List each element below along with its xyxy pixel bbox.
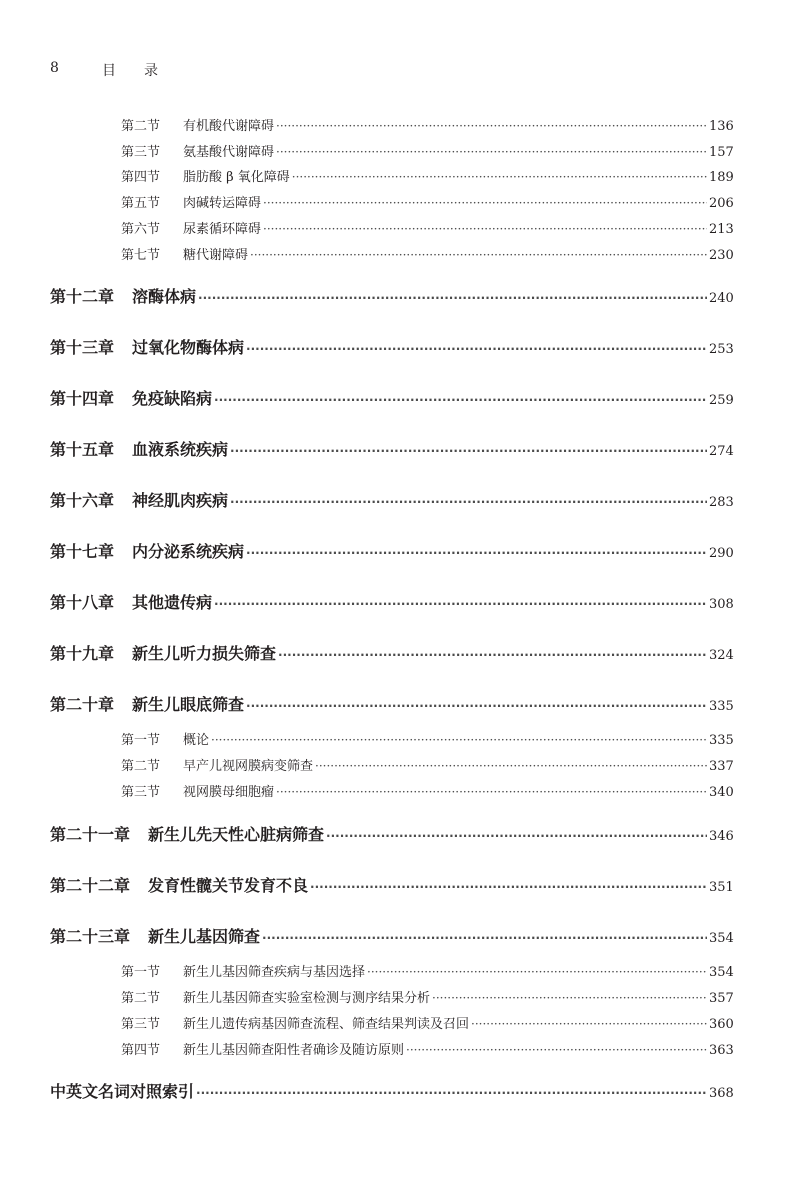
toc-chapter-entry[interactable] xyxy=(0,692,800,716)
chapter-title: 内分泌系统疾病 xyxy=(132,542,245,561)
page-number-ref: 335 xyxy=(709,733,734,748)
toc-chapter-entry[interactable] xyxy=(0,539,800,563)
toc-chapter-entry[interactable] xyxy=(0,386,800,410)
dot-leader xyxy=(262,932,707,944)
chapter-title: 新生儿听力损失筛查 xyxy=(132,644,277,663)
toc-chapter-entry[interactable] xyxy=(0,590,800,614)
section-title: 新生儿基因筛查实验室检测与测序结果分析 xyxy=(183,991,431,1006)
toc-section-entry[interactable] xyxy=(0,987,800,1007)
page-number-ref: 357 xyxy=(709,991,734,1006)
chapter-title: 溶酶体病 xyxy=(132,287,197,306)
page-number-ref: 324 xyxy=(709,648,734,663)
toc-section-entry[interactable] xyxy=(0,1039,800,1059)
index-title: 中英文名词对照索引 xyxy=(50,1082,195,1101)
page-number-ref: 274 xyxy=(709,444,734,459)
section-number: 第四节 xyxy=(121,1043,161,1058)
toc-chapter-entry[interactable] xyxy=(0,641,800,665)
chapter-number: 第十九章 xyxy=(50,644,115,663)
dot-leader xyxy=(432,992,707,1004)
page-number-ref: 206 xyxy=(709,196,734,211)
section-number: 第二节 xyxy=(121,759,161,774)
toc-chapter-entry[interactable] xyxy=(0,284,800,308)
page-number-ref: 335 xyxy=(709,699,734,714)
dot-leader xyxy=(263,223,707,235)
section-number: 第三节 xyxy=(121,785,161,800)
toc-section-entry[interactable] xyxy=(0,961,800,981)
dot-leader xyxy=(310,881,707,893)
page-number: 8 xyxy=(50,60,59,76)
chapter-number: 第十七章 xyxy=(50,542,115,561)
page-number-ref: 189 xyxy=(709,170,734,185)
chapter-title: 其他遗传病 xyxy=(132,593,213,612)
toc-index-entry[interactable] xyxy=(0,1079,800,1103)
section-number: 第一节 xyxy=(121,965,161,980)
section-number: 第一节 xyxy=(121,733,161,748)
dot-leader xyxy=(276,786,707,798)
page-number-ref: 136 xyxy=(709,119,734,134)
chapter-number: 第二十三章 xyxy=(50,927,131,946)
page-number-ref: 290 xyxy=(709,546,734,561)
section-title: 新生儿遗传病基因筛查流程、筛查结果判读及召回 xyxy=(183,1017,470,1032)
chapter-title: 免疫缺陷病 xyxy=(132,389,213,408)
dot-leader xyxy=(198,292,707,304)
toc-chapter-entry[interactable] xyxy=(0,335,800,359)
toc-section-entry[interactable] xyxy=(0,729,800,749)
section-title: 氨基酸代谢障碍 xyxy=(183,145,275,160)
chapter-number: 第二十二章 xyxy=(50,876,131,895)
dot-leader xyxy=(278,649,707,661)
chapter-title: 过氧化物酶体病 xyxy=(132,338,245,357)
toc-section-entry[interactable] xyxy=(0,192,800,212)
page-number-ref: 308 xyxy=(709,597,734,612)
toc-section-entry[interactable] xyxy=(0,166,800,186)
toc-section-entry[interactable] xyxy=(0,755,800,775)
dot-leader xyxy=(214,598,707,610)
chapter-title: 发育性髋关节发育不良 xyxy=(148,876,309,895)
section-number: 第六节 xyxy=(121,222,161,237)
page-number-ref: 230 xyxy=(709,248,734,263)
page-number-ref: 240 xyxy=(709,291,734,306)
dot-leader xyxy=(211,734,707,746)
section-title: 新生儿基因筛查阳性者确诊及随访原则 xyxy=(183,1043,405,1058)
section-title: 尿素循环障碍 xyxy=(183,222,262,237)
chapter-number: 第十四章 xyxy=(50,389,115,408)
dot-leader xyxy=(406,1044,707,1056)
toc-chapter-entry[interactable] xyxy=(0,873,800,897)
page-number-ref: 259 xyxy=(709,393,734,408)
toc-chapter-entry[interactable] xyxy=(0,924,800,948)
chapter-number: 第十五章 xyxy=(50,440,115,459)
dot-leader xyxy=(367,966,707,978)
section-title: 糖代谢障碍 xyxy=(183,248,249,263)
section-number: 第四节 xyxy=(121,170,161,185)
dot-leader xyxy=(315,760,707,772)
chapter-number: 第十三章 xyxy=(50,338,115,357)
dot-leader xyxy=(276,120,707,132)
page-number-ref: 368 xyxy=(709,1086,734,1101)
page-number-ref: 157 xyxy=(709,145,734,160)
section-title: 概论 xyxy=(183,733,210,748)
chapter-title: 新生儿基因筛查 xyxy=(148,927,261,946)
chapter-number: 第十二章 xyxy=(50,287,115,306)
chapter-title: 新生儿先天性心脏病筛查 xyxy=(148,825,325,844)
dot-leader xyxy=(196,1087,707,1099)
toc-chapter-entry[interactable] xyxy=(0,437,800,461)
toc-section-entry[interactable] xyxy=(0,141,800,161)
section-number: 第三节 xyxy=(121,1017,161,1032)
toc-section-entry[interactable] xyxy=(0,244,800,264)
chapter-title: 血液系统疾病 xyxy=(132,440,229,459)
dot-leader xyxy=(471,1018,707,1030)
toc-section-entry[interactable] xyxy=(0,1013,800,1033)
page-number-ref: 283 xyxy=(709,495,734,510)
toc-chapter-entry[interactable] xyxy=(0,488,800,512)
dot-leader xyxy=(276,146,707,158)
dot-leader xyxy=(250,249,707,261)
dot-leader xyxy=(246,343,707,355)
chapter-number: 第二十一章 xyxy=(50,825,131,844)
chapter-number: 第十六章 xyxy=(50,491,115,510)
section-number: 第七节 xyxy=(121,248,161,263)
page-number-ref: 213 xyxy=(709,222,734,237)
page-number-ref: 253 xyxy=(709,342,734,357)
toc-chapter-entry[interactable] xyxy=(0,822,800,846)
section-title: 新生儿基因筛查疾病与基因选择 xyxy=(183,965,366,980)
dot-leader xyxy=(246,700,707,712)
chapter-number: 第二十章 xyxy=(50,695,115,714)
page-number-ref: 354 xyxy=(709,931,734,946)
dot-leader xyxy=(263,197,707,209)
dot-leader xyxy=(292,171,707,183)
page-number-ref: 351 xyxy=(709,880,734,895)
dot-leader xyxy=(326,830,707,842)
running-title: 目 录 xyxy=(102,63,158,79)
page-number-ref: 346 xyxy=(709,829,734,844)
section-number: 第二节 xyxy=(121,991,161,1006)
page-number-ref: 363 xyxy=(709,1043,734,1058)
section-number: 第三节 xyxy=(121,145,161,160)
chapter-number: 第十八章 xyxy=(50,593,115,612)
section-title: 有机酸代谢障碍 xyxy=(183,119,275,134)
section-number: 第二节 xyxy=(121,119,161,134)
section-title: 视网膜母细胞瘤 xyxy=(183,785,275,800)
section-title: 肉碱转运障碍 xyxy=(183,196,262,211)
toc-section-entry[interactable] xyxy=(0,218,800,238)
toc-section-entry[interactable] xyxy=(0,781,800,801)
page-number-ref: 354 xyxy=(709,965,734,980)
chapter-title: 神经肌肉疾病 xyxy=(132,491,229,510)
page-number-ref: 360 xyxy=(709,1017,734,1032)
dot-leader xyxy=(230,445,707,457)
dot-leader xyxy=(214,394,707,406)
chapter-title: 新生儿眼底筛查 xyxy=(132,695,245,714)
page-number-ref: 340 xyxy=(709,785,734,800)
dot-leader xyxy=(230,496,707,508)
section-title: 早产儿视网膜病变筛查 xyxy=(183,759,314,774)
dot-leader xyxy=(246,547,707,559)
section-title: 脂肪酸 β 氧化障碍 xyxy=(183,170,290,185)
section-number: 第五节 xyxy=(121,196,161,211)
toc-section-entry[interactable] xyxy=(0,115,800,135)
page-number-ref: 337 xyxy=(709,759,734,774)
